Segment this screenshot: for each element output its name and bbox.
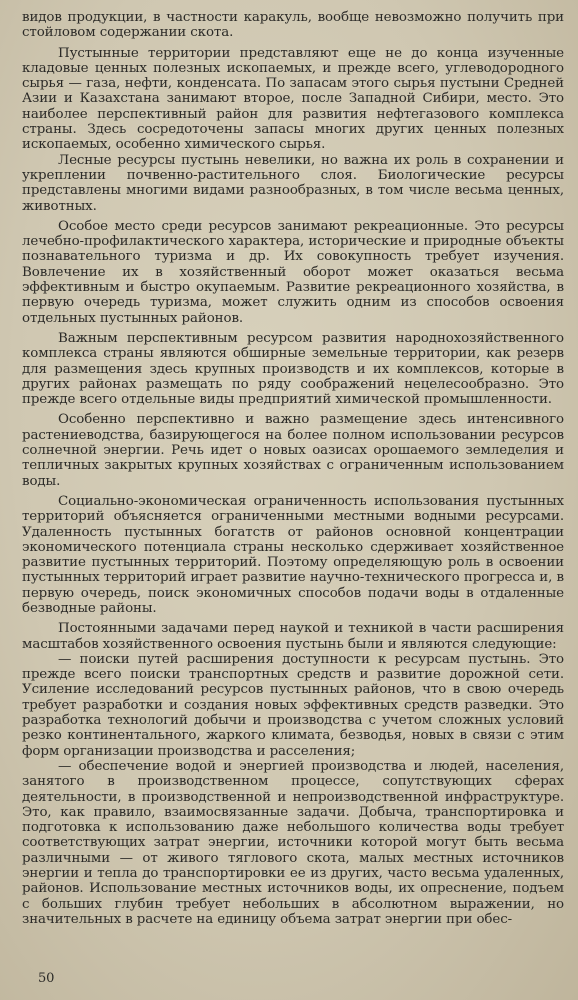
- paragraph-recreational-resources: Особое место среди ресурсов занимают рекреационные. Это ресурсы лечебно-профилактического характера, исторические и природные объекты познавательного туризма и др. Их совокупность требует изучения. Вовлечение их в хозяйственный оборот может оказаться весьма эффективным и быстро окупаемым. Развитие рекреационного хозяйства, в первую очередь туризма, может служить одним из способов освоения отдельных пустынных районов.: [22, 218, 564, 326]
- paragraph-water-limitations: Социально-экономическая ограниченность использования пустынных территорий объясняется ограниченными местными водными ресурсами. Удаленность пустынных богатств от районов основной концентрации экономического потенциала страны несколько сдерживает хозяйственное развитие пустынных территорий. Поэтому определяющую роль в освоении пустынных территорий играет развитие научно-технического прогресса и, в первую очередь, поиск экономичных способов подачи воды в отдаленные безводные районы.: [22, 493, 564, 616]
- paragraph-land-resources: Важным перспективным ресурсом развития народнохозяйственного комплекса страны являются обширные земельные территории, как резерв для размещения здесь крупных производств и их комплексов, которые в других районах размещать по ряду соображений нецелесообразно. Это прежде всего отдельные виды предприятий химической промышленности.: [22, 330, 564, 408]
- paragraph-tasks-intro: Постоянными задачами перед наукой и техникой в части расширения масштабов хозяйственного освоения пустынь были и являются следующие:: [22, 621, 564, 652]
- paragraph-continuation: видов продукции, в частности каракуль, вообще невозможно получить при стойловом содержании скота.: [22, 10, 564, 41]
- paragraph-task-water-energy: — обеспечение водой и энергией производства и людей, населения, занятого в производственном процессе, сопутствующих сферах деятельности, в производственной и непроизводственной инфраструктуре. Это, как правило, взаимосвязанные задачи. Добыча, транспортировка и подготовка к использованию даже небольшого количества воды требует соответствующих затрат энергии, источники которой могут быть весьма различными — от живого тяглового скота, малых местных источников энергии и тепла до транспортировки ее из других, часто весьма удаленных, районов. Использование местных источников воды, их опреснение, подъем с больших глубин требует небольших в абсолютном выражении, но значительных в расчете на единицу объема затрат энергии при обес-: [22, 758, 564, 927]
- paragraph-crop-production: Особенно перспективно и важно размещение здесь интенсивного растениеводства, базирующегося на более полном использовании ресурсов солнечной энергии. Речь идет о новых оазисах орошаемого земледелия и тепличных закрытых крупных хозяйствах с ограниченным использованием воды.: [22, 412, 564, 489]
- paragraph-mineral-resources: Пустынные территории представляют еще не до конца изученные кладовые ценных полезных ископаемых, и прежде всего, углеводородного сырья — газа, нефти, конденсата. По запасам этого сырья пустыни Средней Азии и Казахстана занимают второе, после Западной Сибири, место. Это наиболее перспективный район для развития нефтегазового комплекса страны. Здесь сосредоточены запасы многих других ценных полезных ископаемых, особенно химического сырья.: [22, 45, 564, 153]
- paragraph-biological-resources: Лесные ресурсы пустынь невелики, но важна их роль в сохранении и укреплении почвенно-растительного слоя. Биологические ресурсы представлены многими видами разнообразных, в том числе весьма ценных, животных.: [22, 152, 564, 214]
- page-number: 50: [38, 970, 55, 986]
- paragraph-task-accessibility: — поиски путей расширения доступности к ресурсам пустынь. Это прежде всего поиски транспортных средств и развитие дорожной сети. Усиление исследований ресурсов пустынных районов, что в свою очередь требует разработки и создания новых эффективных средств разведки. Это разработка технологий добычи и производства с учетом сложных условий резко континентального, жаркого климата, безводья, новых в связи с этим форм организации производства и расселения;: [22, 651, 564, 759]
